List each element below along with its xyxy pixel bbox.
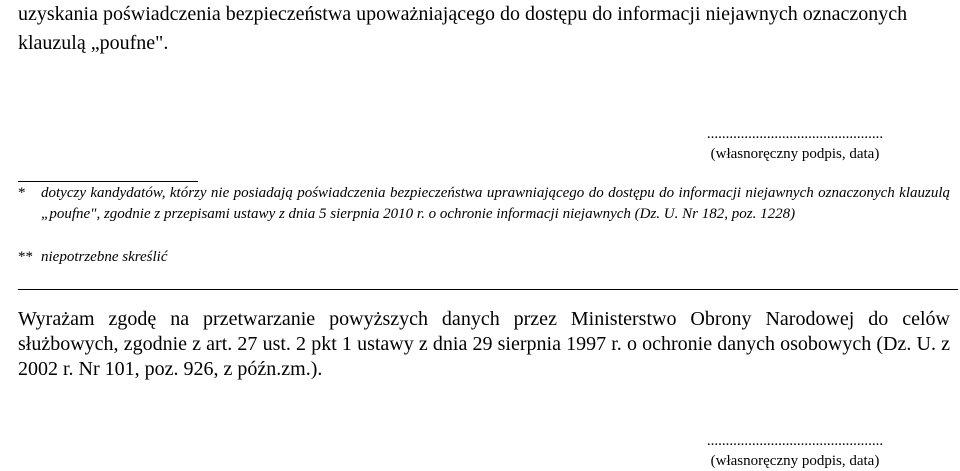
signature-block-1 bbox=[675, 124, 915, 164]
signature-block-2 bbox=[675, 431, 915, 471]
top-paragraph: uzyskania poświadczenia bezpieczeństwa upoważniającego do dostępu do informacji niejawnych oznaczonych klauzulą „poufne". bbox=[18, 3, 908, 54]
footnote-2-text: niepotrzebne skreślić bbox=[41, 249, 168, 265]
signature-line-1: ............................................... bbox=[706, 126, 884, 142]
signature-line-2: ............................................... bbox=[706, 433, 884, 449]
section-divider bbox=[18, 289, 958, 290]
footnote-1-mark: * bbox=[18, 185, 26, 201]
footnote-2-mark: ** bbox=[18, 249, 33, 265]
footnote-2 bbox=[18, 247, 950, 268]
footnote-1-text: dotyczy kandydatów, którzy nie posiadają poświadczenia bezpieczeństwa uprawniającego do dostępu do informacji niejawnych oznaczonych klauzulą „poufne", zgodnie z przepisami ustawy z dnia 5 sierpnia 2010 r. o ochronie informacji niejawnych (Dz. U. Nr 182, poz. 1228) bbox=[41, 185, 950, 222]
signature-label-1: (własnoręczny podpis, data) bbox=[710, 146, 880, 162]
signature-label-2: (własnoręczny podpis, data) bbox=[710, 453, 880, 469]
consent-paragraph: Wyrażam zgodę na przetwarzanie powyższych danych przez Ministerstwo Obrony Narodowej do celów służbowych, zgodnie z art. 27 ust. 2 pkt 1 ustawy z dnia 29 sierpnia 1997 r. o ochronie danych osobowych (Dz. U. z 2002 r. Nr 101, poz. 926, z późn.zm.). bbox=[18, 308, 950, 380]
footnote-divider bbox=[18, 181, 198, 182]
footnote-1 bbox=[18, 183, 950, 225]
